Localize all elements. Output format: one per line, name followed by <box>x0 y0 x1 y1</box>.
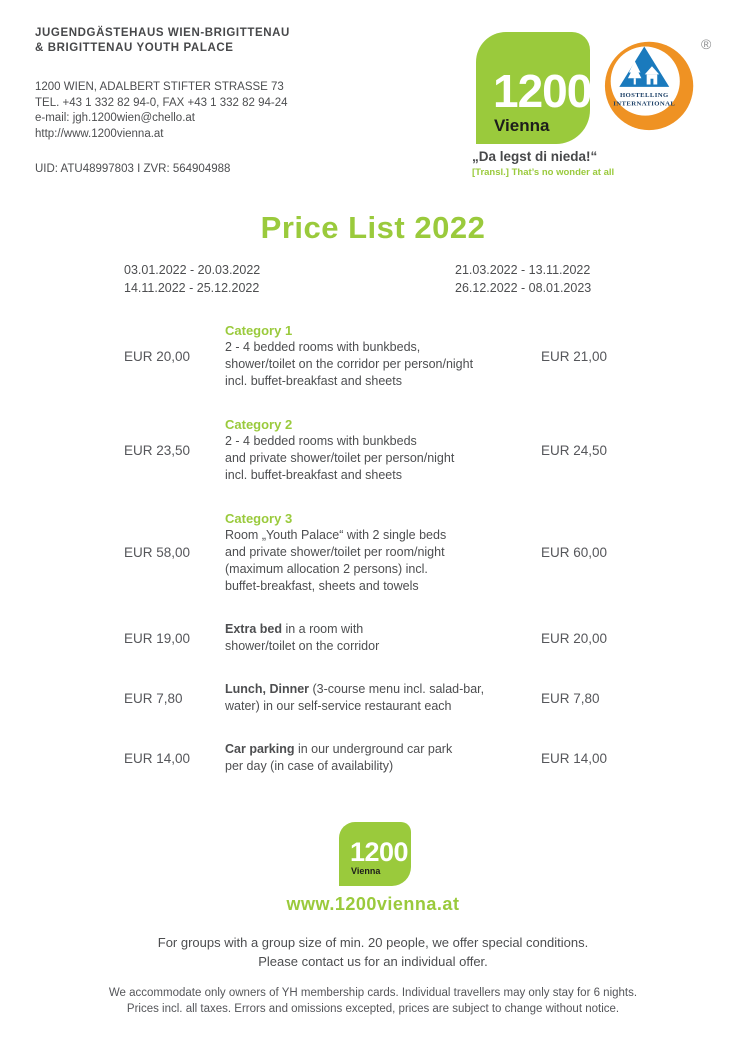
row-description <box>225 621 541 655</box>
description-text: in a room with <box>281 622 364 636</box>
price-right: EUR 7,80 <box>541 690 600 706</box>
season-range: 21.03.2022 - 13.11.2022 <box>455 263 591 277</box>
address-line: 1200 WIEN, ADALBERT STIFTER STRASSE 73 <box>35 81 284 93</box>
season-dates <box>124 262 591 297</box>
terms-note <box>0 985 746 1017</box>
description-line <box>225 527 541 544</box>
page-title: Price List 2022 <box>260 210 486 245</box>
description-bold-lead: Car parking <box>225 742 295 756</box>
description-line <box>225 467 541 484</box>
footer-website-link[interactable]: www.1200vienna.at <box>286 894 460 914</box>
description-text: shower/toilet on the corridor <box>225 639 380 653</box>
group-note-line: For groups with a group size of min. 20 people, we offer special conditions. <box>157 935 589 950</box>
category-label: Category 3 <box>225 511 293 526</box>
header-info <box>35 26 290 175</box>
description-line <box>225 561 541 578</box>
price-right: EUR 24,50 <box>541 442 608 458</box>
vienna-1200-logo <box>476 32 590 144</box>
hi-text-line2: INTERNATIONAL <box>613 100 676 108</box>
price-row <box>124 681 710 715</box>
price-left: EUR 20,00 <box>124 348 191 364</box>
description-bold-lead: Lunch, Dinner <box>225 682 310 696</box>
registered-trademark-icon: ® <box>701 36 712 52</box>
description-text: and private shower/toilet per room/night <box>225 545 445 559</box>
description-text: in our underground car park <box>294 742 453 756</box>
logo-tagline: „Da legst di nieda!“ <box>472 149 598 164</box>
row-description <box>225 681 541 715</box>
description-text: 2 - 4 bedded rooms with bunkbeds <box>225 434 417 448</box>
address-block <box>35 80 290 142</box>
description-line <box>225 339 541 356</box>
price-right: EUR 21,00 <box>541 348 608 364</box>
description-line <box>225 621 541 638</box>
price-left: EUR 19,00 <box>124 630 191 646</box>
season-column-left <box>124 262 455 297</box>
season-range: 14.11.2022 - 25.12.2022 <box>124 280 260 295</box>
description-line <box>225 698 541 715</box>
description-text: incl. buffet-breakfast and sheets <box>225 374 402 388</box>
price-right: EUR 20,00 <box>541 630 608 646</box>
price-table <box>124 322 710 775</box>
logo-number: 1200 <box>493 65 592 117</box>
description-text: per day (in case of availability) <box>225 759 394 773</box>
price-row <box>124 322 710 390</box>
price-left: EUR 14,00 <box>124 750 191 766</box>
price-right: EUR 14,00 <box>541 750 608 766</box>
company-name-line2: & BRIGITTENAU YOUTH PALACE <box>35 42 234 54</box>
row-description <box>225 416 541 484</box>
logo-city: Vienna <box>494 116 550 135</box>
price-row <box>124 741 710 775</box>
category-label: Category 2 <box>225 417 293 432</box>
description-text: (3-course menu incl. salad-bar, <box>309 682 485 696</box>
uid-line: UID: ATU48997803 I ZVR: 564904988 <box>35 163 231 175</box>
description-line <box>225 544 541 561</box>
row-description <box>225 322 541 390</box>
season-column-right <box>455 262 591 297</box>
category-label: Category 1 <box>225 323 293 338</box>
price-left: EUR 7,80 <box>124 690 183 706</box>
description-text: water) in our self-service restaurant each <box>225 699 452 713</box>
description-line <box>225 741 541 758</box>
description-text: Room „Youth Palace“ with 2 single beds <box>225 528 447 542</box>
description-line <box>225 433 541 450</box>
price-left: EUR 58,00 <box>124 545 191 560</box>
terms-line: We accommodate only owners of YH membership cards. Individual travellers may only stay for 6 nights. <box>108 987 638 999</box>
company-name-line1: JUGENDGÄSTEHAUS WIEN-BRIGITTENAU <box>35 27 290 39</box>
hi-text-line1: HOSTELLING <box>619 91 669 99</box>
row-description <box>225 741 541 775</box>
group-note-line: Please contact us for an individual offer. <box>258 954 488 969</box>
description-line <box>225 578 541 595</box>
description-text: (maximum allocation 2 persons) incl. <box>225 562 428 576</box>
description-text: buffet-breakfast, sheets and towels <box>225 579 419 593</box>
season-range: 03.01.2022 - 20.03.2022 <box>124 263 261 277</box>
description-text: 2 - 4 bedded rooms with bunkbeds, <box>225 340 421 354</box>
price-row <box>124 416 710 484</box>
description-line <box>225 638 541 655</box>
email-link[interactable]: e-mail: jgh.1200wien@chello.at <box>35 112 195 124</box>
price-row <box>124 510 710 595</box>
row-description <box>225 510 541 595</box>
description-text: and private shower/toilet per person/night <box>225 451 455 465</box>
price-right: EUR 60,00 <box>541 545 608 560</box>
description-line <box>225 450 541 467</box>
vienna-1200-footer-logo <box>339 822 411 886</box>
description-line <box>225 681 541 698</box>
description-line <box>225 356 541 373</box>
price-row <box>124 621 710 655</box>
description-bold-lead: Extra bed <box>225 622 282 636</box>
phone-fax-line: TEL. +43 1 332 82 94-0, FAX +43 1 332 82 94-24 <box>35 96 288 109</box>
description-line <box>225 758 541 775</box>
description-text: incl. buffet-breakfast and sheets <box>225 468 402 482</box>
logo-tagline-translation: [Transl.] That’s no wonder at all <box>472 167 615 178</box>
price-left: EUR 23,50 <box>124 442 191 458</box>
website-link[interactable]: http://www.1200vienna.at <box>35 127 164 140</box>
terms-line: Prices incl. all taxes. Errors and omissions excepted, prices are subject to change without notice. <box>126 1003 620 1015</box>
description-line <box>225 373 541 390</box>
description-text: shower/toilet on the corridor per person/night <box>225 357 474 371</box>
footer-logo-city: Vienna <box>351 866 381 876</box>
season-range: 26.12.2022 - 08.01.2023 <box>455 280 592 295</box>
group-conditions-note <box>0 933 746 971</box>
hostelling-international-logo <box>603 36 699 132</box>
footer-logo-number: 1200 <box>350 837 409 867</box>
